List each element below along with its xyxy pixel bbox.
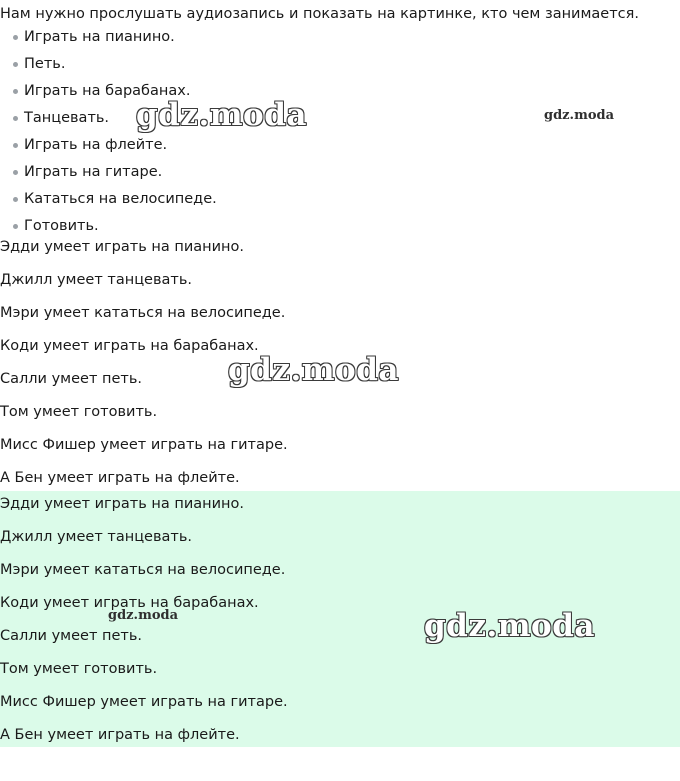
activity-item: Петь. (0, 54, 217, 81)
answer-line: Джилл умеет танцевать. (0, 272, 193, 288)
answer-line: Эдди умеет играть на пианино. (0, 239, 244, 255)
answer-line: Мисс Фишер умеет играть на гитаре. (0, 694, 288, 710)
answer-line: Салли умеет петь. (0, 371, 142, 387)
watermark-logo: gdz.moda (424, 608, 595, 644)
activity-item: Играть на гитаре. (0, 162, 217, 189)
answer-line: Салли умеет петь. (0, 628, 142, 644)
answer-line: А Бен умеет играть на флейте. (0, 470, 240, 486)
activity-item: Играть на барабанах. (0, 81, 217, 108)
answer-line: Коди умеет играть на барабанах. (0, 338, 259, 354)
activity-item: Готовить. (0, 216, 217, 243)
activity-item: Кататься на велосипеде. (0, 189, 217, 216)
watermark-logo: gdz.moda (136, 97, 307, 133)
answer-line: Мисс Фишер умеет играть на гитаре. (0, 437, 288, 453)
answer-line: Мэри умеет кататься на велосипеде. (0, 562, 286, 578)
answer-line: Том умеет готовить. (0, 404, 158, 420)
answer-list (0, 237, 288, 501)
watermark-logo: gdz.moda (228, 352, 399, 388)
activity-item: Играть на пианино. (0, 27, 217, 54)
answer-line: Мэри умеет кататься на велосипеде. (0, 305, 286, 321)
activity-list (0, 27, 217, 243)
activity-item: Танцевать. (0, 108, 217, 135)
watermark-logo: gdz.moda (544, 108, 615, 123)
highlighted-answer-list (0, 494, 288, 758)
intro-text: Нам нужно прослушать аудиозапись и показать на картинке, кто чем занимается. (0, 6, 639, 22)
activity-item: Играть на флейте. (0, 135, 217, 162)
watermark-logo: gdz.moda (108, 608, 179, 623)
answer-line: Коди умеет играть на барабанах. (0, 595, 259, 611)
answer-line: Том умеет готовить. (0, 661, 158, 677)
answer-line: А Бен умеет играть на флейте. (0, 727, 240, 743)
answer-line: Эдди умеет играть на пианино. (0, 496, 244, 512)
answer-line: Джилл умеет танцевать. (0, 529, 193, 545)
